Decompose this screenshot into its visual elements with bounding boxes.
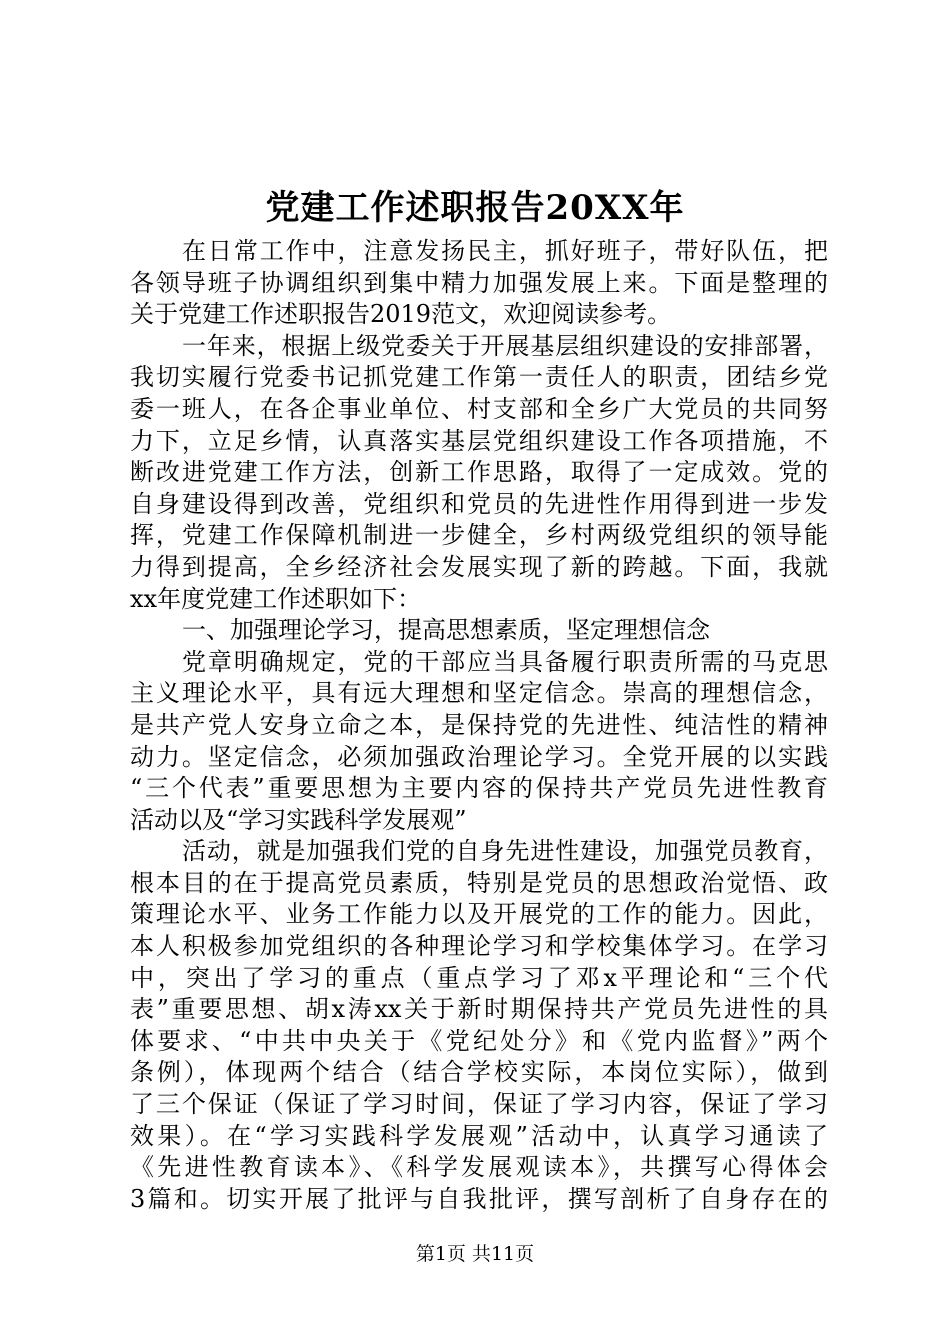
text-line: 各领导班子协调组织到集中精力加强发展上来。下面是整理的 — [130, 268, 828, 297]
document-body — [130, 236, 828, 1215]
text-line: 在日常工作中，注意发扬民主，抓好班子，带好队伍，把 — [182, 237, 828, 265]
text-line: 断改进党建工作方法，创新工作思路，取得了一定成效。党的 — [130, 458, 828, 487]
text-line: xx年度党建工作述职如下： — [130, 584, 422, 613]
text-line: 活动以及“学习实践科学发展观” — [130, 805, 467, 834]
text-line: 中，突出了学习的重点（重点学习了邓x平理论和“三个代 — [130, 963, 828, 992]
text-line: 自身建设得到改善，党组织和党员的先进性作用得到进一步发 — [130, 489, 828, 518]
text-line: “三个代表”重要思想为主要内容的保持共产党员先进性教育 — [130, 774, 828, 803]
text-line: 我切实履行党委书记抓党建工作第一责任人的职责，团结乡党 — [130, 363, 828, 392]
text-line: 关于党建工作述职报告2019范文，欢迎阅读参考。 — [130, 300, 672, 329]
text-line: 主义理论水平，具有远大理想和坚定信念。崇高的理想信念， — [130, 679, 828, 708]
text-line: 是共产党人安身立命之本，是保持党的先进性、纯洁性的精神 — [130, 710, 828, 739]
page-number: 第1页 共11页 — [415, 1243, 535, 1265]
text-line: 表”重要思想、胡x涛xx关于新时期保持共产党员先进性的具 — [130, 995, 828, 1024]
text-line: 了三个保证（保证了学习时间，保证了学习内容，保证了学习 — [130, 1090, 828, 1119]
text-line: 3篇和。切实开展了批评与自我批评，撰写剖析了自身存在的 — [130, 1184, 828, 1213]
document-title: 党建工作述职报告20XX年 — [265, 188, 685, 228]
text-line: 力得到提高，全乡经济社会发展实现了新的跨越。下面，我就 — [130, 552, 828, 581]
text-line: 委一班人，在各企事业单位、村支部和全乡广大党员的共同努 — [130, 394, 828, 423]
text-line: 活动，就是加强我们党的自身先进性建设，加强党员教育， — [182, 837, 828, 866]
text-line: 《先进性教育读本》、《科学发展观读本》，共撰写心得体会 — [130, 1153, 828, 1182]
text-line: 策理论水平、业务工作能力以及开展党的工作的能力。因此， — [130, 900, 828, 929]
text-line: 挥，党建工作保障机制进一步健全，乡村两级党组织的领导能 — [130, 521, 828, 550]
text-line: 根本目的在于提高党员素质，特别是党员的思想政治觉悟、政 — [130, 868, 828, 897]
text-line: 体要求、“中共中央关于《党纪处分》和《党内监督》”两个 — [130, 1026, 828, 1055]
text-line: 一年来，根据上级党委关于开展基层组织建设的安排部署， — [182, 331, 828, 360]
text-line: 一、加强理论学习，提高思想素质，坚定理想信念 — [182, 616, 710, 645]
text-line: 效果）。在“学习实践科学发展观”活动中，认真学习通读了 — [130, 1121, 828, 1150]
text-line: 力下，立足乡情，认真落实基层党组织建设工作各项措施，不 — [130, 426, 828, 455]
text-line: 动力。坚定信念，必须加强政治理论学习。全党开展的以实践 — [130, 742, 828, 771]
text-line: 党章明确规定，党的干部应当具备履行职责所需的马克思 — [182, 647, 828, 676]
text-line: 条例），体现两个结合（结合学校实际，本岗位实际），做到 — [130, 1058, 828, 1087]
text-line: 本人积极参加党组织的各种理论学习和学校集体学习。在学习 — [130, 932, 828, 961]
